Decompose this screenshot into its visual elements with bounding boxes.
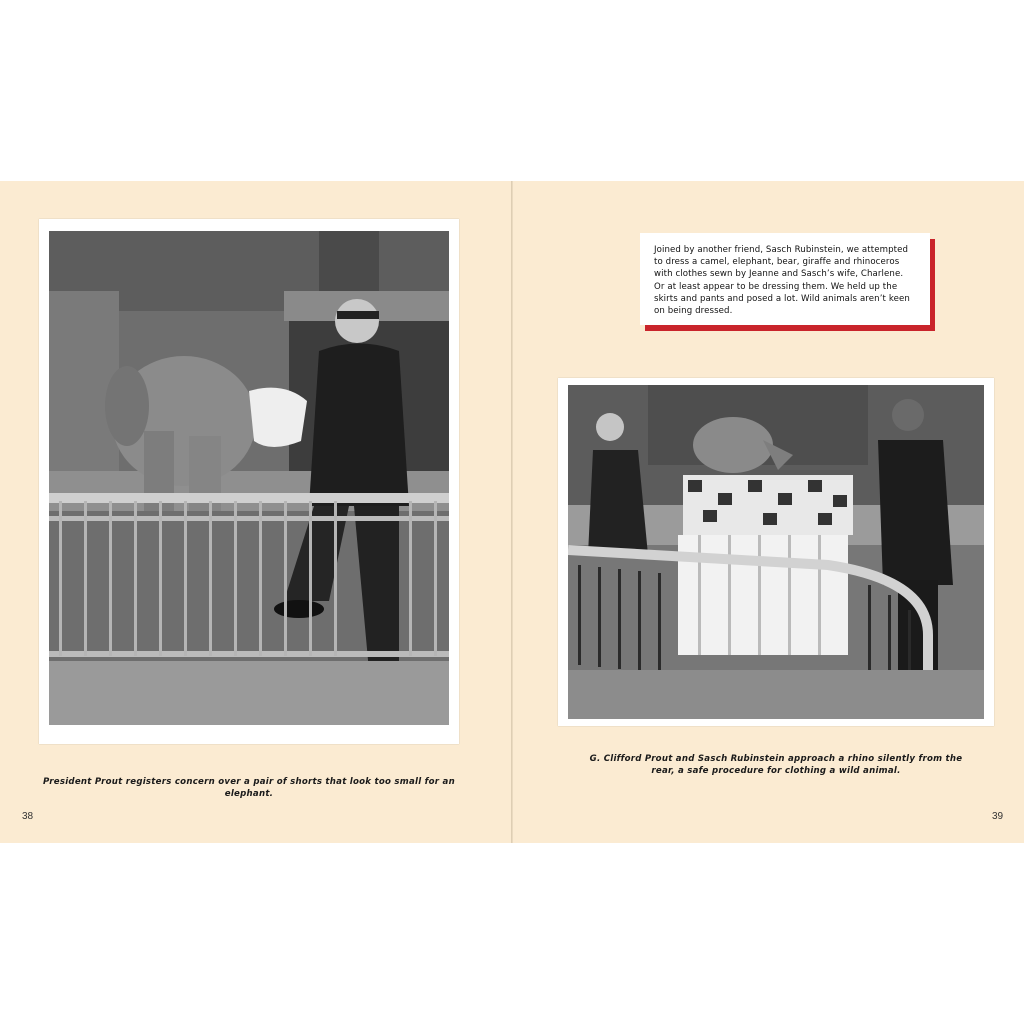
- right-page: [512, 181, 1024, 843]
- intro-text-box: Joined by another friend, Sasch Rubinstein, we attempted to dress a camel, elephant, bear, giraffe and rhinoceros with clothes sewn by Jeanne and Sasch’s wife, Charlene. Or at least appear to be dressing them. We held up the skirts and pants and posed a lot. Wild animals aren’t keen on being dressed.: [640, 233, 930, 325]
- book-spread: [0, 181, 1024, 843]
- elephant-photo: [49, 231, 449, 725]
- left-page: [0, 181, 512, 843]
- right-caption-line-1: G. Clifford Prout and Sasch Rubinstein approach a rhino silently from the: [589, 754, 963, 764]
- right-caption: [558, 753, 994, 777]
- left-caption: President Prout registers concern over a pair of shorts that look too small for an elephant.: [43, 777, 455, 799]
- page-number-right: 39: [992, 811, 1004, 822]
- elephant-photo-frame: [39, 219, 459, 744]
- rhino-photo-frame: [558, 378, 994, 726]
- rhino-photo: [568, 385, 984, 719]
- page-number-left: 38: [22, 811, 34, 822]
- right-caption-line-2: rear, a safe procedure for clothing a wild animal.: [651, 766, 901, 776]
